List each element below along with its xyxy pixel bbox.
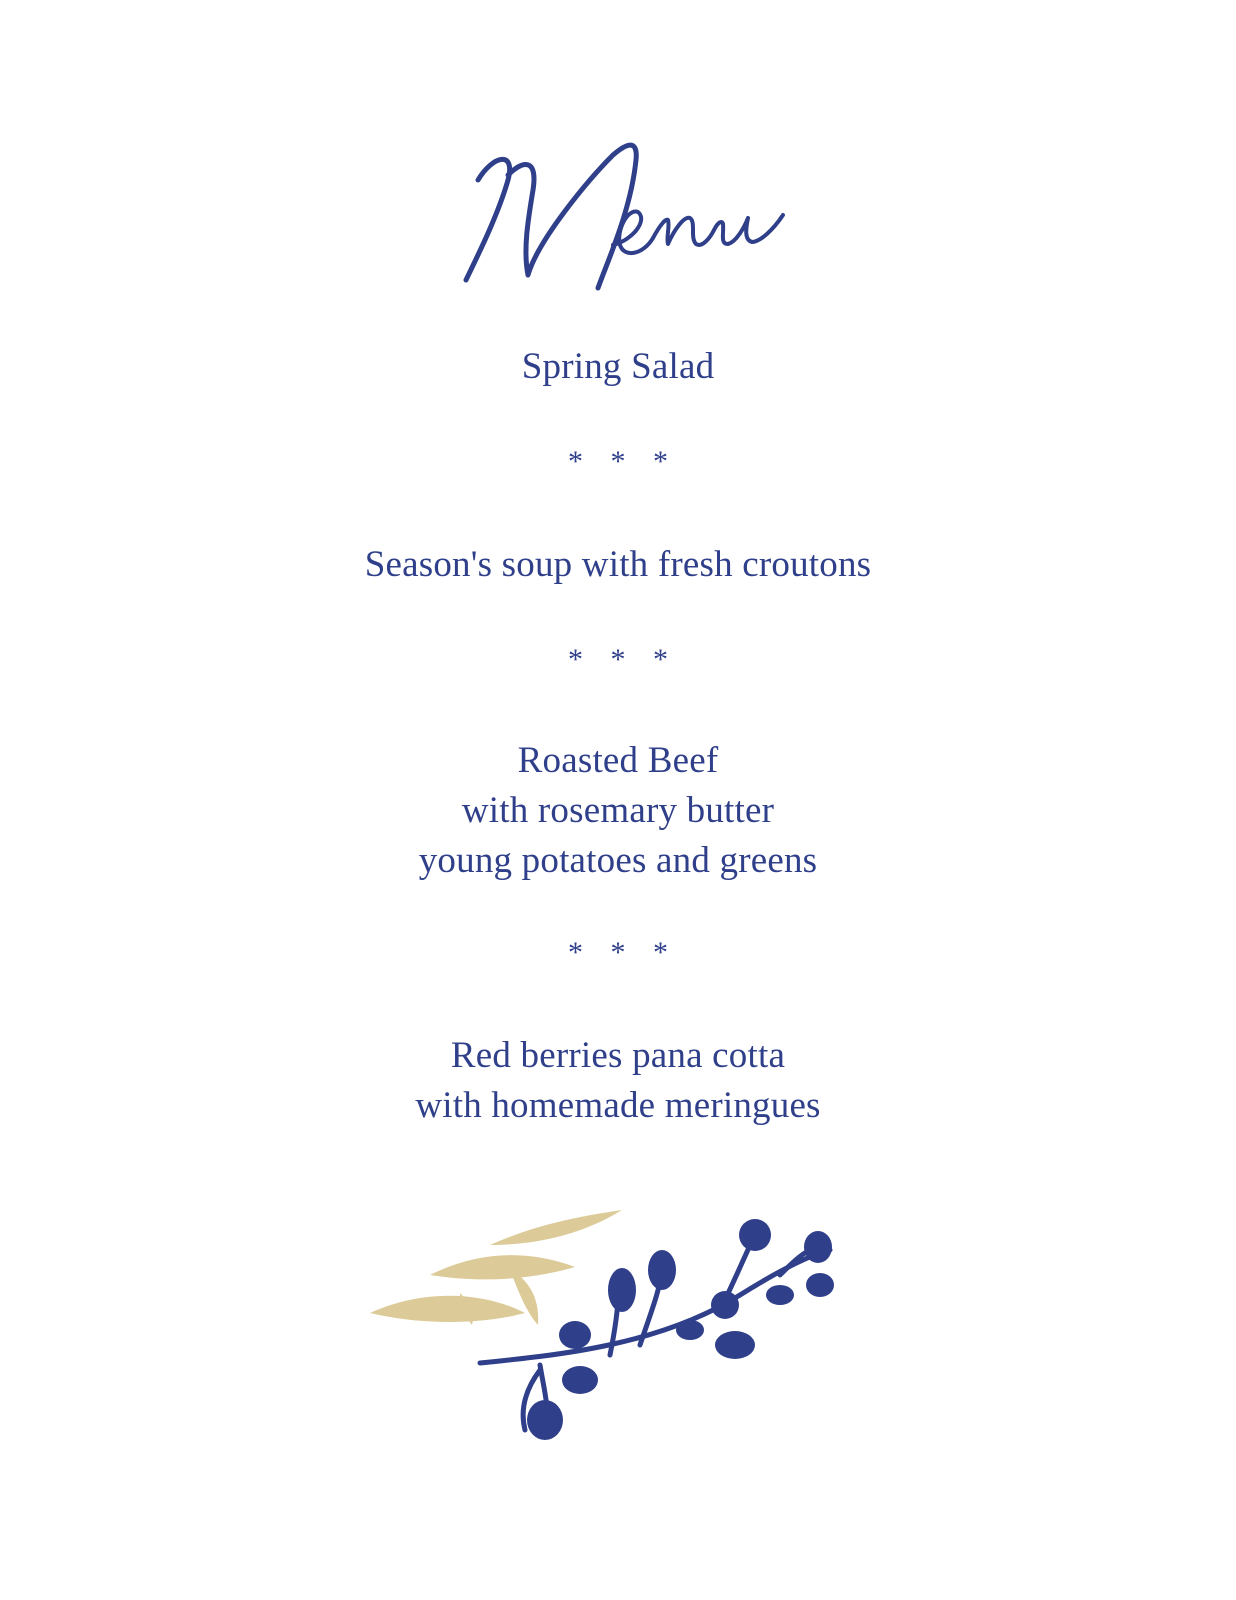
menu-title — [0, 120, 1236, 310]
course-3 — [0, 736, 1236, 886]
course-line: Season's soup with fresh croutons — [364, 544, 872, 585]
course-1 — [0, 342, 1236, 392]
blue-berry-branch-with-gold-leaves-icon — [360, 1195, 850, 1455]
separator-2: * * * — [568, 643, 678, 676]
course-line: Roasted Beef — [517, 740, 719, 781]
course-4 — [0, 1031, 1236, 1131]
separator-1: * * * — [568, 445, 678, 478]
course-line: Spring Salad — [521, 346, 715, 387]
separator-3: * * * — [568, 936, 678, 969]
course-line: Red berries pana cotta — [450, 1035, 786, 1076]
script-menu-title-icon — [438, 120, 798, 310]
course-2 — [0, 540, 1236, 590]
course-line: young potatoes and greens — [418, 840, 818, 881]
course-line: with rosemary butter — [461, 790, 775, 831]
course-line: with homemade meringues — [415, 1085, 821, 1126]
floral-ornament — [360, 1195, 850, 1455]
